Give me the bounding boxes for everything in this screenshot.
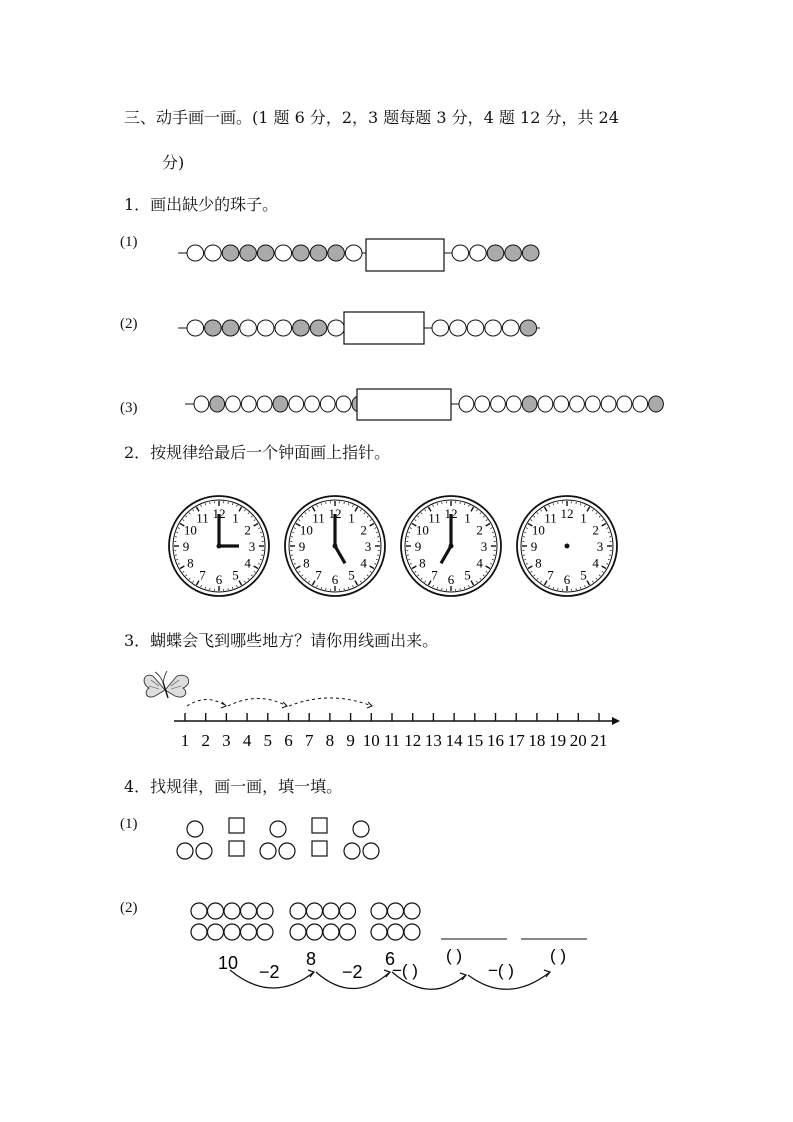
clock-number: 4 — [592, 555, 599, 571]
q1-label-1: (1) — [120, 234, 138, 250]
clock-number: 1 — [464, 510, 471, 526]
q2-title: 2．按规律给最后一个钟面画上指针。 — [124, 443, 391, 462]
seq-op-3[interactable]: −( ) — [392, 961, 418, 980]
tick-label: 10 — [362, 731, 380, 750]
pattern-circle — [257, 924, 273, 940]
pattern-circle — [279, 843, 295, 859]
tick-label: 5 — [263, 731, 273, 750]
clock-number: 12 — [560, 506, 574, 521]
pattern-circle — [307, 903, 323, 919]
tick-label: 11 — [383, 731, 401, 750]
pattern-square — [229, 818, 244, 833]
q3-title: 3．蝴蝶会飞到哪些地方？请你用线画出来。 — [124, 631, 439, 650]
pattern-circle — [323, 903, 339, 919]
pattern-circle — [388, 924, 404, 940]
pattern-circle — [196, 843, 212, 859]
clock-number: 5 — [348, 567, 355, 583]
pattern-circle — [340, 903, 356, 919]
clock-number: 5 — [232, 567, 239, 583]
clock-number: 4 — [476, 555, 483, 571]
pattern-circle — [260, 843, 276, 859]
pattern-square — [229, 841, 244, 856]
seq-value-1: 10 — [218, 953, 239, 973]
clock-number: 7 — [315, 567, 322, 583]
seq-op-2: −2 — [342, 962, 363, 982]
clock-number: 7 — [547, 567, 554, 583]
seq-value-3: 6 — [385, 949, 396, 969]
tick-label: 13 — [424, 731, 442, 750]
tick-label: 19 — [549, 731, 567, 750]
clock-number: 2 — [476, 522, 483, 538]
clock-number: 9 — [298, 539, 306, 554]
pattern-circle — [340, 924, 356, 940]
q4-title: 4．找规律，画一画，填一填。 — [124, 777, 343, 796]
q4-label-1: (1) — [120, 816, 138, 832]
tick-label: 17 — [507, 731, 525, 750]
clock-number: 3 — [248, 539, 256, 554]
pattern-circle — [290, 924, 306, 940]
tick-label: 18 — [528, 731, 546, 750]
clock-number: 2 — [360, 522, 367, 538]
clock-number: 10 — [531, 522, 545, 538]
pattern-circle — [257, 903, 273, 919]
clock-number: 5 — [580, 567, 587, 583]
clock-number: 1 — [348, 510, 355, 526]
pattern-circle — [191, 903, 207, 919]
q1-title: 1．画出缺少的珠子。 — [124, 195, 279, 214]
tick-label: 4 — [242, 731, 252, 750]
clock-number: 11 — [544, 510, 557, 526]
clock-number: 10 — [415, 522, 429, 538]
section-title-line1: 三、动手画一画。(1 题 6 分，2，3 题每题 3 分，4 题 12 分，共 24 — [124, 108, 619, 127]
clock-number: 1 — [232, 510, 239, 526]
tick-label: 20 — [569, 731, 587, 750]
clock-number: 8 — [535, 555, 542, 571]
pattern-square — [312, 841, 327, 856]
tick-label: 21 — [590, 731, 608, 750]
pattern-circle — [290, 903, 306, 919]
tick-label: 9 — [346, 731, 355, 750]
clock-number: 6 — [447, 572, 455, 587]
clock-number: 9 — [182, 539, 190, 554]
pattern-circle — [177, 843, 193, 859]
clock-number: 12 — [444, 506, 458, 521]
seq-op-4[interactable]: −( ) — [488, 961, 514, 980]
clock-number: 8 — [303, 555, 310, 571]
clock-number: 9 — [530, 539, 538, 554]
pattern-circle — [241, 924, 257, 940]
clock-number: 4 — [360, 555, 367, 571]
pattern-circle — [371, 924, 387, 940]
tick-label: 15 — [466, 731, 484, 750]
clock-number: 11 — [312, 510, 325, 526]
clock-number: 3 — [480, 539, 488, 554]
pattern-circle — [191, 924, 207, 940]
pattern-circle — [208, 924, 224, 940]
clock-number: 11 — [196, 510, 209, 526]
pattern-circle — [404, 903, 420, 919]
q1-label-3: (3) — [120, 400, 138, 416]
pattern-circle — [388, 903, 404, 919]
clock-number: 12 — [212, 506, 226, 521]
pattern-circle — [241, 903, 257, 919]
clock-number: 11 — [428, 510, 441, 526]
pattern-circle — [187, 821, 203, 837]
clock-number: 3 — [364, 539, 372, 554]
seq-value-2: 8 — [306, 949, 317, 969]
tick-label: 2 — [201, 731, 210, 750]
pattern-circle — [224, 903, 240, 919]
clock-number: 3 — [596, 539, 604, 554]
clock-number: 10 — [183, 522, 197, 538]
clock-number: 12 — [328, 506, 342, 521]
clock-number: 4 — [244, 555, 251, 571]
tick-label: 6 — [284, 731, 293, 750]
pattern-circle — [208, 903, 224, 919]
clock-number: 7 — [199, 567, 206, 583]
tick-label: 3 — [222, 731, 231, 750]
clock-number: 1 — [580, 510, 587, 526]
clock-number: 5 — [464, 567, 471, 583]
q1-label-2: (2) — [120, 316, 138, 332]
clock-number: 6 — [215, 572, 223, 587]
seq-op-1: −2 — [259, 962, 280, 982]
clock-number: 2 — [244, 522, 251, 538]
pattern-circle — [363, 843, 379, 859]
clock-number: 9 — [414, 539, 422, 554]
pattern-circle — [323, 924, 339, 940]
pattern-circle — [404, 924, 420, 940]
tick-label: 14 — [445, 731, 463, 750]
clock-number: 6 — [563, 572, 571, 587]
clock-number: 10 — [299, 522, 313, 538]
pattern-square — [312, 818, 327, 833]
clock-number: 6 — [331, 572, 339, 587]
pattern-circle — [353, 821, 369, 837]
seq-value-4[interactable]: ( ) — [446, 946, 463, 965]
seq-value-5[interactable]: ( ) — [550, 946, 567, 965]
pattern-circle — [270, 821, 286, 837]
tick-label: 12 — [404, 731, 422, 750]
pattern-circle — [224, 924, 240, 940]
clock-number: 8 — [187, 555, 194, 571]
tick-label: 8 — [325, 731, 335, 750]
tick-label: 7 — [304, 731, 314, 750]
pattern-circle — [307, 924, 323, 940]
clock-number: 7 — [431, 567, 438, 583]
clock-number: 2 — [592, 522, 599, 538]
section-title-line2: 分) — [162, 153, 185, 172]
tick-label: 1 — [180, 731, 190, 750]
q4-label-2: (2) — [120, 900, 138, 916]
pattern-circle — [344, 843, 360, 859]
pattern-circle — [371, 903, 387, 919]
tick-label: 16 — [487, 731, 504, 750]
clock-number: 8 — [419, 555, 426, 571]
